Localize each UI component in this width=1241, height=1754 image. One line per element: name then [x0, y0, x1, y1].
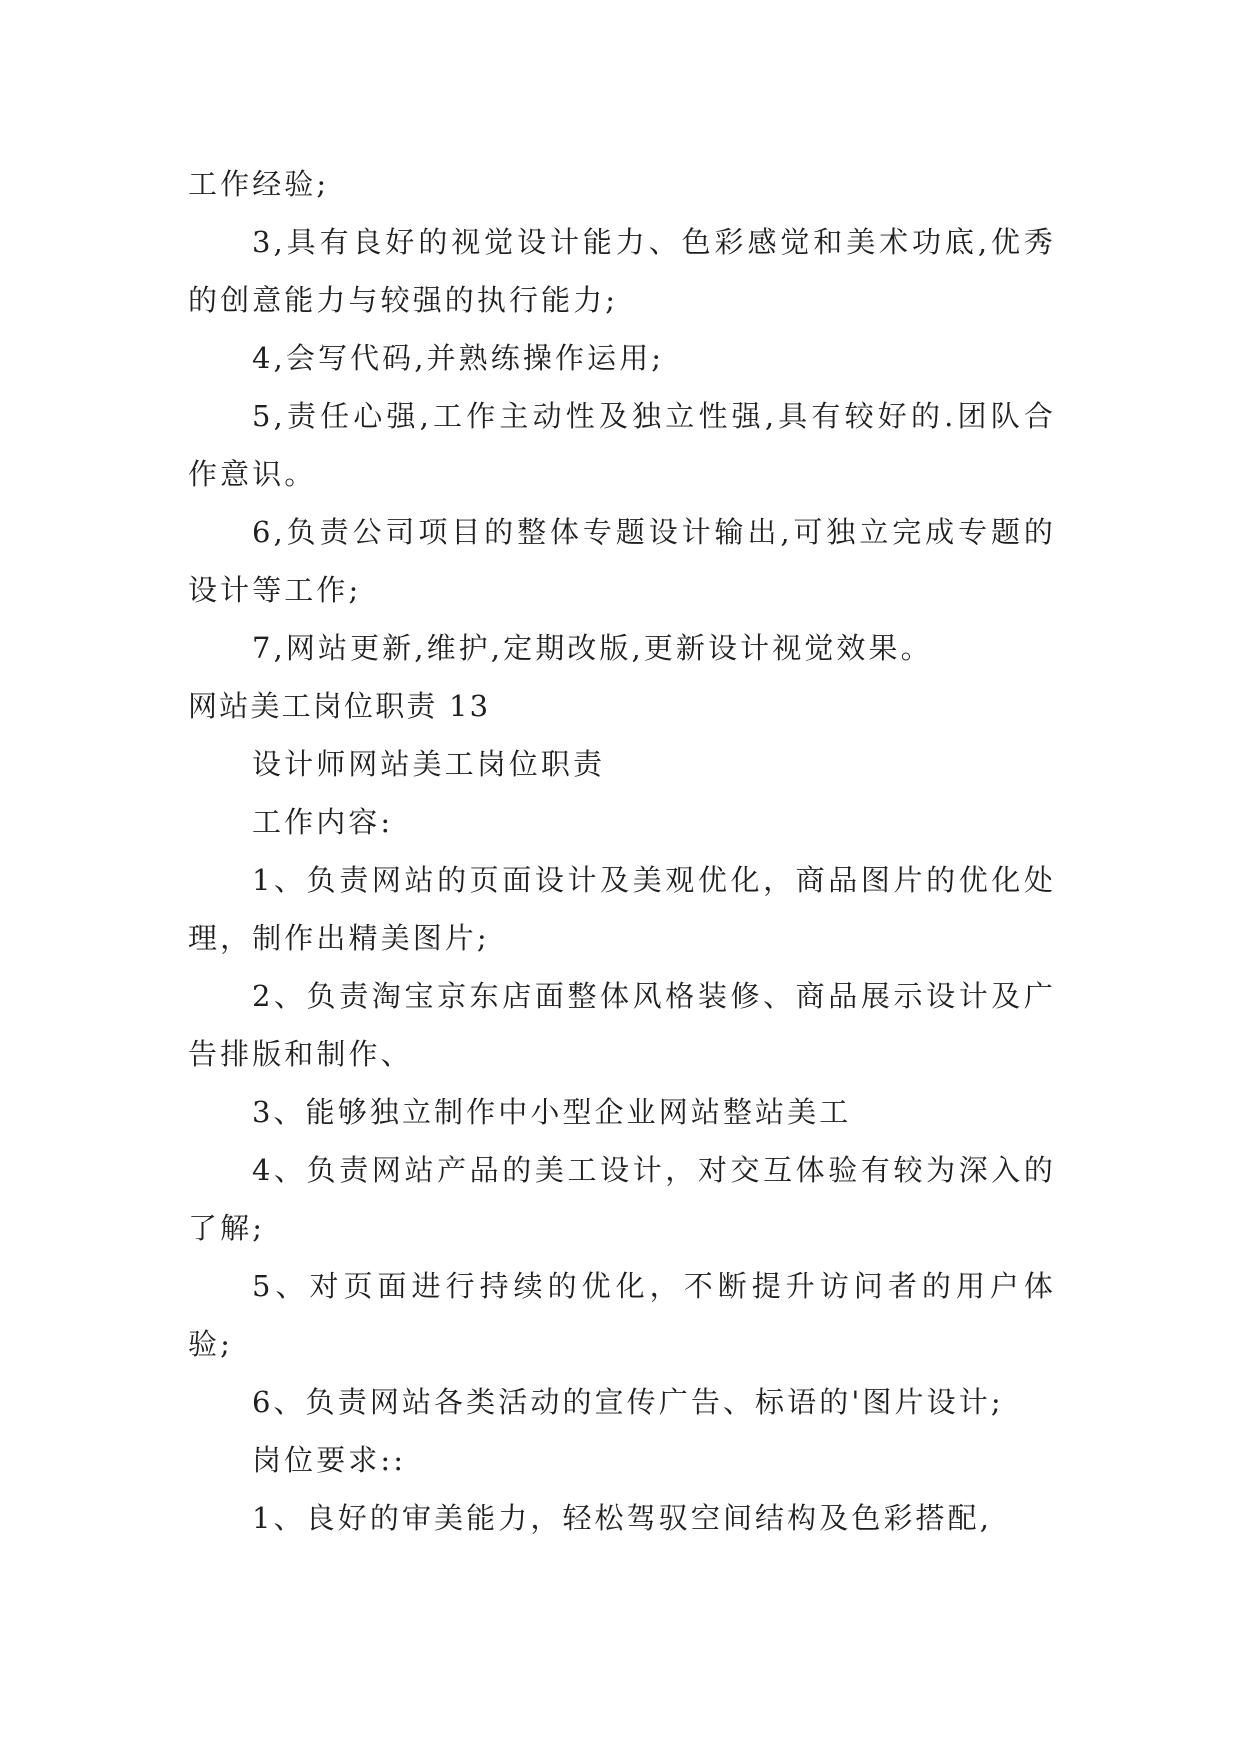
- requirement-item-1: 1、良好的审美能力，轻松驾驭空间结构及色彩搭配,: [252, 1501, 993, 1535]
- section-heading: 网站美工岗位职责 13: [188, 689, 491, 723]
- document-body: [188, 155, 1056, 1547]
- paragraph-work-experience: 工作经验;: [188, 167, 330, 201]
- paragraph-item-6-topic-design: 6,负责公司项目的整体专题设计输出,可独立完成专题的设计等工作;: [188, 515, 1056, 607]
- paragraph-item-7-site-update: 7,网站更新,维护,定期改版,更新设计视觉效果。: [252, 631, 933, 665]
- paragraph-item-5-responsibility: 5,责任心强,工作主动性及独立性强,具有较好的.团队合作意识。: [188, 399, 1056, 491]
- duty-item-4: 4、负责网站产品的美工设计，对交互体验有较为深入的了解;: [188, 1153, 1056, 1245]
- duty-item-2: 2、负责淘宝京东店面整体风格装修、商品展示设计及广告排版和制作、: [188, 979, 1056, 1071]
- paragraph-item-4-coding: 4,会写代码,并熟练操作运用;: [252, 341, 665, 375]
- requirements-label: 岗位要求::: [252, 1443, 407, 1477]
- section-subtitle: 设计师网站美工岗位职责: [252, 747, 606, 781]
- duty-item-3: 3、能够独立制作中小型企业网站整站美工: [252, 1095, 852, 1129]
- duty-item-6: 6、负责网站各类活动的宣传广告、标语的'图片设计;: [252, 1385, 1004, 1419]
- work-content-label: 工作内容:: [252, 805, 394, 839]
- duty-item-1: 1、负责网站的页面设计及美观优化，商品图片的优化处理，制作出精美图片;: [188, 863, 1056, 955]
- paragraph-item-3-visual-design: 3,具有良好的视觉设计能力、色彩感觉和美术功底,优秀的创意能力与较强的执行能力;: [188, 225, 1056, 317]
- duty-item-5: 5、对页面进行持续的优化，不断提升访问者的用户体验;: [188, 1269, 1056, 1361]
